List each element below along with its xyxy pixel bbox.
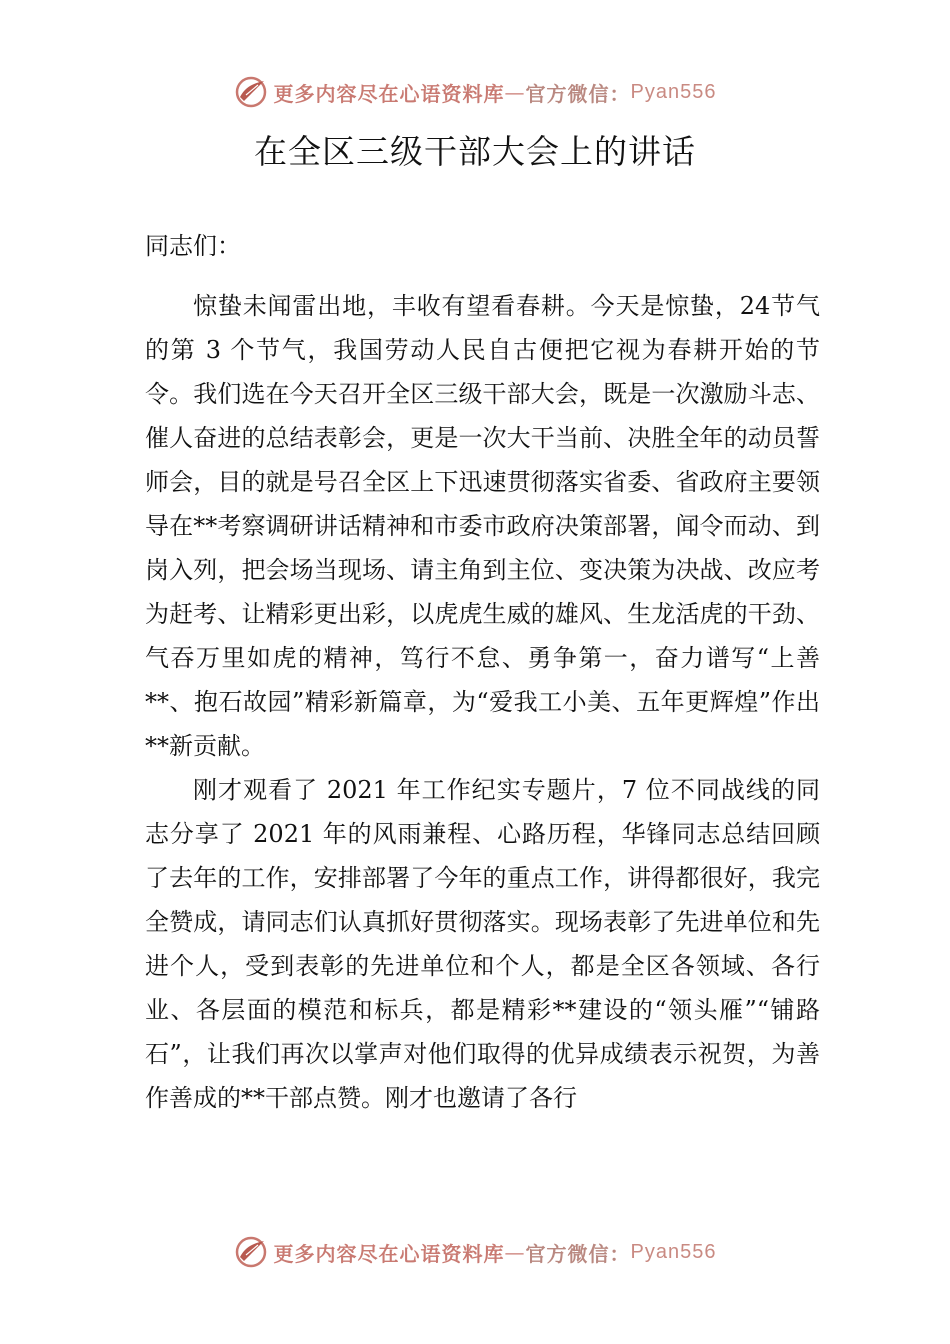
header-banner (0, 72, 950, 112)
salutation: 同志们： (145, 232, 241, 260)
banner-main-text: 更多内容尽在心语资料库 (273, 1241, 505, 1266)
banner-wechat-id: Pyan556 (630, 80, 717, 103)
paragraph-1: 惊蛰未闻雷出地，丰收有望看春耕。今天是惊蛰，24节气的第 3 个节气，我国劳动人民自古便把它视为春耕开始的节令。我们选在今天召开全区三级干部大会，既是一次激励斗志、催人奋进的总结表彰会，更是一次大干当前、决胜全年的动员誓师会，目的就是号召全区上下迅速贯彻落实省委、省政府主要领导在**考察调研讲话精神和市委市政府决策部署，闻令而动、到岗入列，把会场当现场、请主角到主位、变决策为决战、改应考为赶考、让精彩更出彩，以虎虎生威的雄风、生龙活虎的干劲、气吞万里如虎的精神，笃行不怠、勇争第一，奋力谱写“上善**、抱石故园”精彩新篇章，为“爱我工小美、五年更辉煌”作出**新贡献。 (145, 292, 820, 760)
banner-wechat-label: 官方微信： (525, 1241, 631, 1266)
banner-separator: — (504, 80, 526, 104)
banner-wechat-label: 官方微信： (525, 81, 631, 106)
footer-banner (0, 1232, 950, 1272)
banner-separator: — (504, 1240, 526, 1264)
document-body (145, 224, 820, 1120)
library-logo-icon (234, 1235, 268, 1269)
banner-wechat-id: Pyan556 (630, 1240, 717, 1263)
paragraph-2: 刚才观看了 2021 年工作纪实专题片，7 位不同战线的同志分享了 2021 年的风雨兼程、心路历程，华锋同志总结回顾了去年的工作，安排部署了今年的重点工作，讲得都很好，我完全赞成，请同志们认真抓好贯彻落实。现场表彰了先进单位和先进个人，受到表彰的先进单位和个人，都是全区各领域、各行业、各层面的模范和标兵，都是精彩**建设的“领头雁”“铺路石”，让我们再次以掌声对他们取得的优异成绩表示祝贺，为善作善成的**干部点赞。刚才也邀请了各行 (145, 776, 820, 1112)
library-logo-icon (234, 75, 268, 109)
banner-main-text: 更多内容尽在心语资料库 (273, 81, 505, 106)
document-title: 在全区三级干部大会上的讲话 (254, 132, 696, 171)
